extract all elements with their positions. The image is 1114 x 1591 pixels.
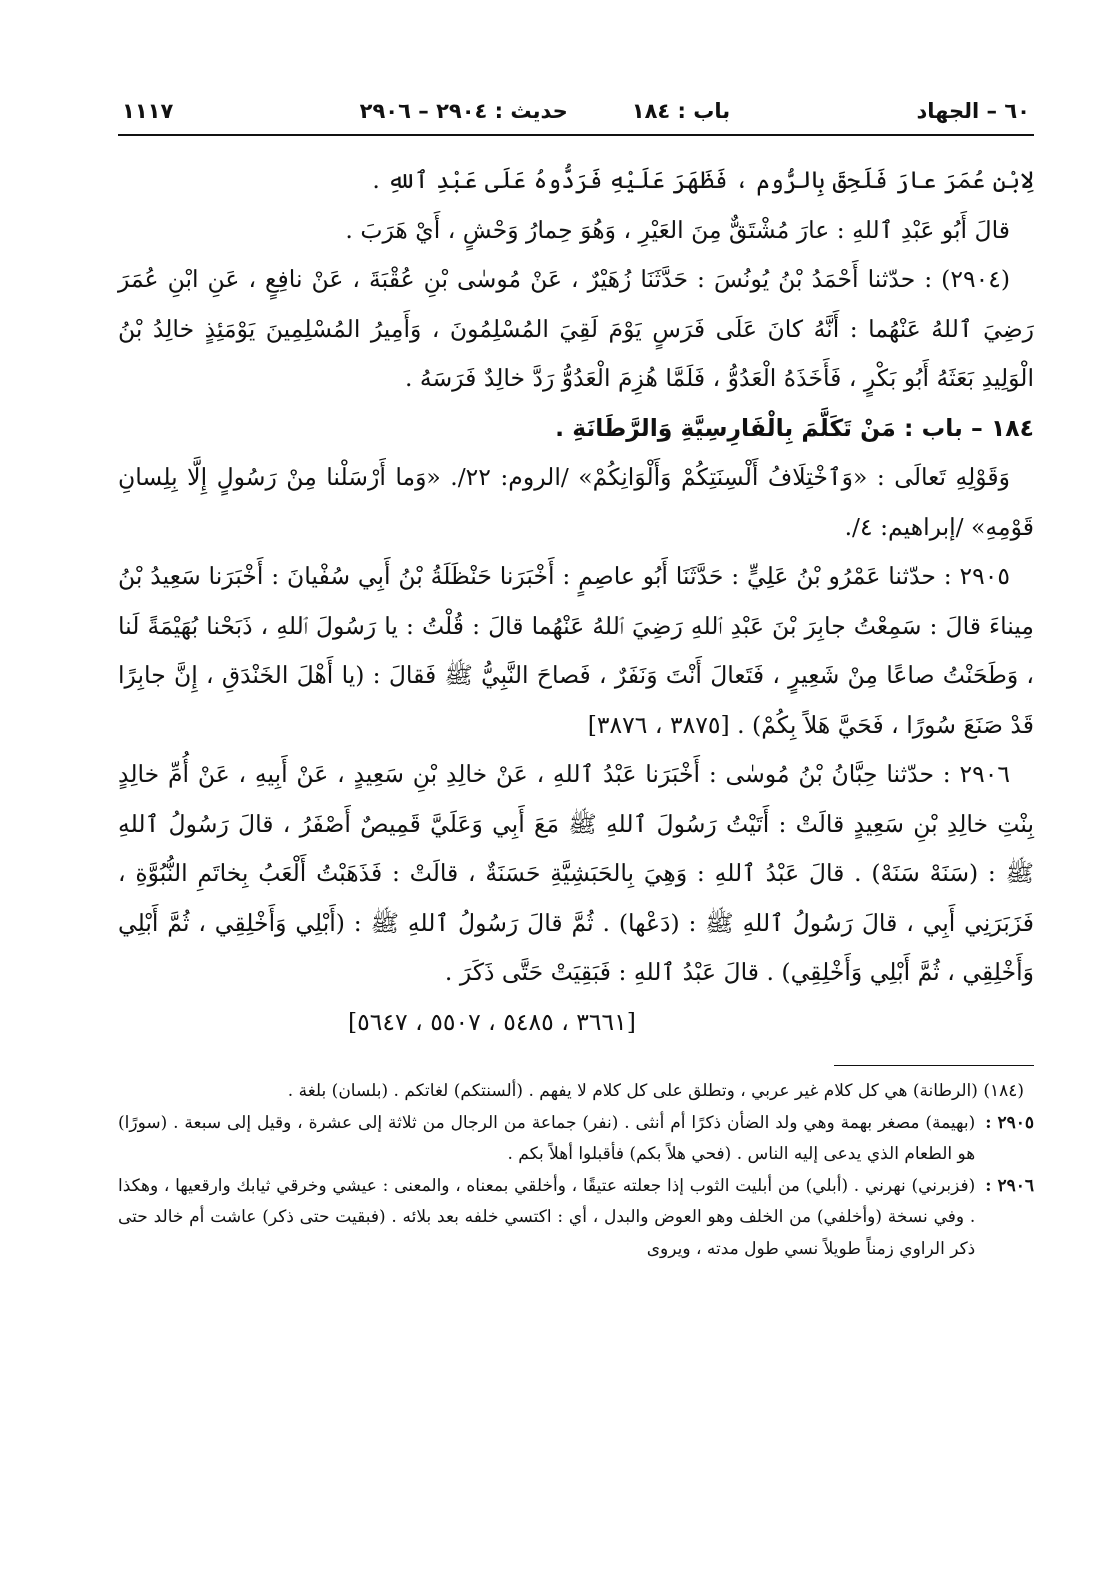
- footnote-number: ٢٩٠٦ :: [985, 1175, 1034, 1196]
- footnote-item: [118, 1108, 1034, 1171]
- book-page: [118, 88, 1034, 1568]
- hadith-2906: ٢٩٠٦ : حدّثنا حِبَّانُ بْنُ مُوسٰى : أَخْبَرَنا عَبْدُ ٱللهِ ، عَنْ خالِدِ بْنِ سَعِيدٍ ، عَنْ أَبِيهِ ، عَنْ أُمِّ خالِدٍ بِنْتِ خالِدِ بْنِ سَعِيدٍ قالَتْ : أَتَيْتُ رَسُولَ ٱللهِ ﷺ مَعَ أَبِي وَعَلَيَّ قَمِيصٌ أَصْفَرُ ، قالَ رَسُولُ ٱللهِ ﷺ : (سَنَهْ سَنَهْ) . قالَ عَبْدُ ٱللهِ : وَهِيَ بِالحَبَشِيَّةِ حَسَنَةٌ ، قالَتْ : فَذَهَبْتُ أَلْعَبُ بِخاتَمِ النُّبُوَّةِ ، فَزَبَرَنِي أَبِي ، قالَ رَسُولُ ٱللهِ ﷺ : (دَعْها) . ثُمَّ قالَ رَسُولُ ٱللهِ ﷺ : (أَبْلِي وَأَخْلِقِي ، ثُمَّ أَبْلِي وَأَخْلِقِي ، ثُمَّ أَبْلِي وَأَخْلِقِي) . قالَ عَبْدُ ٱللهِ : فَبَقِيَتْ حَتَّى ذَكَرَ .: [118, 760, 1034, 986]
- footnote-text: (بهيمة) مصغر بهمة وهي ولد الضأن ذكرًا أم أنثى . (نفر) جماعة من الرجال من ثلاثة إلى عشرة ، وقيل إلى سبعة . (سورًا) هو الطعام الذي يدعى إليه الناس . (فحي هلاً بكم) فأقبلوا أهلاً بكم .: [118, 1112, 976, 1164]
- paragraph-commentary: قالَ أَبُو عَبْدِ ٱللهِ : عارَ مُشْتَقٌّ مِنَ العَيْرِ ، وَهُوَ حِمارُ وَحْشٍ ، أَيْ هَرَبَ .: [345, 215, 1010, 244]
- hadith-2905: ٢٩٠٥ : حدّثنا عَمْرُو بْنُ عَلِيٍّ : حَدَّثَنَا أَبُو عاصِمٍ : أَخْبَرَنا حَنْظَلَةُ بْنُ أَبِي سُفْيانَ : أَخْبَرَنا سَعِيدُ بْنُ مِيناءَ قالَ : سَمِعْتُ جابِرَ بْنَ عَبْدِ ٱللهِ رَضِيَ ٱللهُ عَنْهُما قالَ : قُلْتُ : يا رَسُولَ ٱللهِ ، ذَبَحْنا بُهَيْمَةً لَنا ، وَطَحَنْتُ صاعًا مِنْ شَعِيرٍ ، فَتَعالَ أَنْتَ وَنَفَرٌ ، فَصاحَ النَّبِيُّ ﷺ فَقالَ : (يا أَهْلَ الخَنْدَقِ ، إِنَّ جابِرًا قَدْ صَنَعَ سُورًا ، فَحَيَّ هَلاً بِكُمْ) . [٣٨٧٥ ، ٣٨٧٦]: [118, 562, 1034, 739]
- footnote-item: [118, 1171, 1034, 1266]
- chapter-heading: ١٨٤ – باب : مَنْ تَكَلَّمَ بِالْفَارِسِيَّةِ وَالرَّطَانَةِ .: [555, 413, 1034, 442]
- hadith-2906-cross-references: [٣٦٦١ ، ٥٤٨٥ ، ٥٥٠٧ ، ٥٦٤٧]: [348, 1007, 636, 1036]
- footnote-item: [118, 1076, 1034, 1108]
- chapter-reference: باب : ١٨٤: [631, 99, 731, 123]
- quran-citations: وَقَوْلِهِ تَعالَى : «وَٱخْتِلَافُ أَلْسِنَتِكُمْ وَأَلْوَانِكُمْ» /الروم: ٢٢/. «وَما أَرْسَلْنا مِنْ رَسُولٍ إِلَّا بِلِسانِ قَوْمِهِ» /إبراهيم: ٤/.: [118, 463, 1034, 541]
- footnote-number: ٢٩٠٥ :: [985, 1112, 1034, 1133]
- running-header: [118, 88, 1034, 134]
- page-number: ١١١٧: [122, 99, 174, 123]
- footnote-text: (فزبرني) نهرني . (أبلي) من أبليت الثوب إذا جعلته عتيقًا ، وأخلقي بمعناه ، والمعنى : عيشي وخرقي ثيابك وارقعيها ، وهكذا . وفي نسخة (وأخلفي) من الخلف وهو العوض والبدل ، أي : اكتسي خلفه بعد بلائه . (فبقيت حتى ذكر) عاشت أم خالد حتى ذكر الراوي زمناً طويلاً نسي طول مدته ، ويروى: [118, 1175, 976, 1259]
- footnotes: [118, 1076, 1034, 1265]
- footnote-separator: [834, 1065, 1034, 1066]
- header-rule: [118, 134, 1034, 136]
- hadith-2904: (٢٩٠٤) : حدّثنا أَحْمَدُ بْنُ يُونُسَ : حَدَّثَنَا زُهَيْرٌ ، عَنْ مُوسٰى بْنِ عُقْبَةَ ، عَنْ نافِعٍ ، عَنِ ابْنِ عُمَرَ رَضِيَ ٱللهُ عَنْهُما : أَنَّهُ كانَ عَلَى فَرَسٍ يَوْمَ لَقِيَ المُسْلِمُونَ ، وَأَمِيرُ المُسْلِمِينَ يَوْمَئِذٍ خالِدُ بْنُ الْوَلِيدِ بَعَثَهُ أَبُو بَكْرٍ ، فَأَخَذَهُ الْعَدُوُّ ، فَلَمَّا هُزِمَ الْعَدُوُّ رَدَّ خالِدٌ فَرَسَهُ .: [118, 265, 1034, 392]
- paragraph-continuation: لِابْنِ عُمَرَ عارَ فَلَحِقَ بِالرُّوم ، فَظَهَرَ عَلَيْهِ فَرَدُّوهُ عَلَى عَبْدِ ٱللهِ .: [372, 166, 1034, 194]
- footnote-text: (١٨٤) (الرطانة) هي كل كلام غير عربي ، وتطلق على كل كلام لا يفهم . (ألسنتكم) لغاتكم . (بلسان) بلغة .: [287, 1081, 1024, 1101]
- hadith-range: حديث : ٢٩٠٤ – ٢٩٠٦: [359, 99, 568, 123]
- book-title: ٦٠ – الجهاد: [916, 99, 1030, 123]
- main-text: [118, 156, 1034, 1047]
- header-center: [360, 99, 730, 123]
